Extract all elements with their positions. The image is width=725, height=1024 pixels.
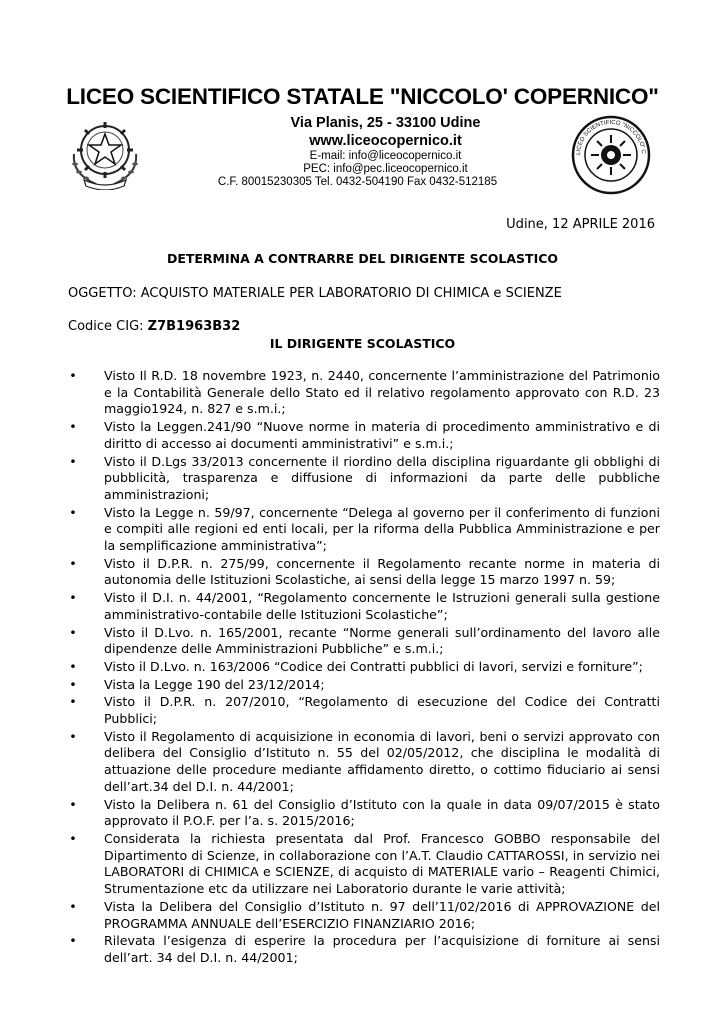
list-item <box>68 729 660 796</box>
list-item <box>68 694 660 727</box>
list-item-text: Visto il D.Lvo. n. 165/2001, recante “Norme generali sull’ordinamento del lavoro alle dipendenze delle Amministrazioni Pubbliche” e s.m.i.; <box>104 624 660 657</box>
premises-list <box>68 368 660 968</box>
school-seal-icon <box>566 113 656 197</box>
list-item <box>68 899 660 932</box>
list-item <box>68 659 660 676</box>
list-item-text: Visto il Regolamento di acquisizione in economia di lavori, beni o servizi approvato con delibera del Consiglio d’Istituto n. 55 del 02/05/2012, che disciplina le modalità di attuazione delle procedure mediante affidamento diretto, o cottimo fiduciario ai sensi dell’art.34 del D.I. n. 44/2001; <box>104 728 660 794</box>
seal-text: LICEO SCIENTIFICO "NICCOLO' C <box>575 119 647 156</box>
list-item <box>68 831 660 898</box>
list-item-text: Visto il D.P.R. n. 275/99, concernente il Regolamento recante norme in materia di autonomia delle Istituzioni Scolastiche, ai sensi della legge 15 marzo 1997 n. 59; <box>104 555 660 588</box>
list-item <box>68 677 660 694</box>
school-website: www.liceocopernico.it <box>309 133 462 149</box>
list-item <box>68 454 660 504</box>
list-item-text: Visto il D.Lgs 33/2013 concernente il riordino della disciplina riguardante gli obblighi di pubblicità, trasparenza e diffusione di informazioni da parte delle pubbliche amministrazioni; <box>104 453 660 502</box>
school-fiscal-info: C.F. 80015230305 Tel. 0432-504190 Fax 0432-512185 <box>217 176 498 188</box>
bullet: • <box>69 694 77 710</box>
bullet: • <box>69 796 77 812</box>
contact-block <box>180 114 535 189</box>
bullet: • <box>69 728 77 744</box>
document-date: Udine, 12 APRILE 2016 <box>506 217 655 232</box>
list-item-text: Visto Il R.D. 18 novembre 1923, n. 2440, concernente l’amministrazione del Patrimonio e la Contabilità Generale dello Stato ed il relativo regolamento approvato con R.D. 23 maggio1924, n. 827 e s.m.i.; <box>104 368 660 417</box>
bullet: • <box>69 504 77 520</box>
list-item <box>68 590 660 623</box>
list-item-text: Vista la Delibera del Consiglio d’Istituto n. 97 dell’11/02/2016 di APPROVAZIONE del PROGRAMMA ANNUALE dell’ESERCIZIO FINANZIARIO 2016; <box>104 898 660 931</box>
list-item-text: Visto la Leggen.241/90 “Nuove norme in materia di procedimento amministrativo e di diritto di accesso ai documenti amministrativi” e s.m.i.; <box>104 419 660 451</box>
list-item <box>68 556 660 589</box>
bullet: • <box>69 453 77 469</box>
section-title: IL DIRIGENTE SCOLASTICO <box>269 336 456 351</box>
list-item <box>68 419 660 452</box>
cig-value: Z7B1963B32 <box>147 319 241 334</box>
bullet: • <box>69 676 77 692</box>
bullet: • <box>69 624 77 640</box>
list-item <box>68 368 660 418</box>
school-pec: PEC: info@pec.liceocopernico.it <box>303 163 468 175</box>
italian-republic-emblem-icon <box>66 114 144 190</box>
list-item-text: Visto il D.I. n. 44/2001, “Regolamento concernente le Istruzioni generali sulla gestione amministrativo-contabile delle Istituzioni Scolastiche”; <box>104 590 660 622</box>
list-item-text: Visto la Delibera n. 61 del Consiglio d’Istituto con la quale in data 09/07/2015 è stato approvato il P.O.F. per l’a. s. 2015/2016; <box>104 796 660 829</box>
bullet: • <box>69 419 77 435</box>
bullet: • <box>69 590 77 606</box>
cig-code <box>68 319 240 334</box>
list-item-text: Vista la Legge 190 del 23/12/2014; <box>104 676 325 692</box>
list-item <box>68 933 660 966</box>
list-item-text: Rilevata l’esigenza di esperire la procedura per l’acquisizione di forniture ai sensi dell’art. 34 del D.I. n. 44/2001; <box>104 933 660 965</box>
list-item <box>68 625 660 658</box>
list-item-text: Visto il D.Lvo. n. 163/2006 “Codice dei Contratti pubblici di lavori, servizi e forniture”; <box>104 658 643 674</box>
bullet: • <box>69 368 77 383</box>
school-address: Via Planis, 25 - 33100 Udine <box>290 115 481 131</box>
list-item <box>68 797 660 830</box>
school-email: E-mail: info@liceocopernico.it <box>309 150 462 162</box>
list-item-text: Visto la Legge n. 59/97, concernente “Delega al governo per il conferimento di funzioni e compiti alle regioni ed enti locali, per la riforma della Pubblica Amministrazione e per la semplificazione amministrativa”; <box>104 504 660 554</box>
bullet: • <box>69 830 77 846</box>
cig-label: Codice CIG: <box>68 319 148 334</box>
list-item-text: Considerata la richiesta presentata dal Prof. Francesco GOBBO responsabile del Dipartimento di Scienze, in collaborazione con l’A.T. Claudio CATTAROSSI, in servizio nei LABORATORI di CHIMICA e SCIENZE, di acquisto di MATERIALE vario – Reagenti Chimici, Strumentazione etc da utilizzare nei Laboratorio durante le varie attività; <box>104 830 660 897</box>
document-subject: OGGETTO: ACQUISTO MATERIALE PER LABORATORIO DI CHIMICA e SCIENZE <box>68 286 562 301</box>
bullet: • <box>69 555 77 571</box>
bullet: • <box>69 933 77 949</box>
list-item <box>68 505 660 555</box>
bullet: • <box>69 658 77 674</box>
bullet: • <box>69 898 77 914</box>
school-name: LICEO SCIENTIFICO STATALE "NICCOLO' COPERNICO" <box>66 84 659 109</box>
list-item-text: Visto il D.P.R. n. 207/2010, “Regolamento di esecuzione del Codice dei Contratti Pubblici; <box>104 694 660 727</box>
document-title: DETERMINA A CONTRARRE DEL DIRIGENTE SCOLASTICO <box>166 251 559 266</box>
